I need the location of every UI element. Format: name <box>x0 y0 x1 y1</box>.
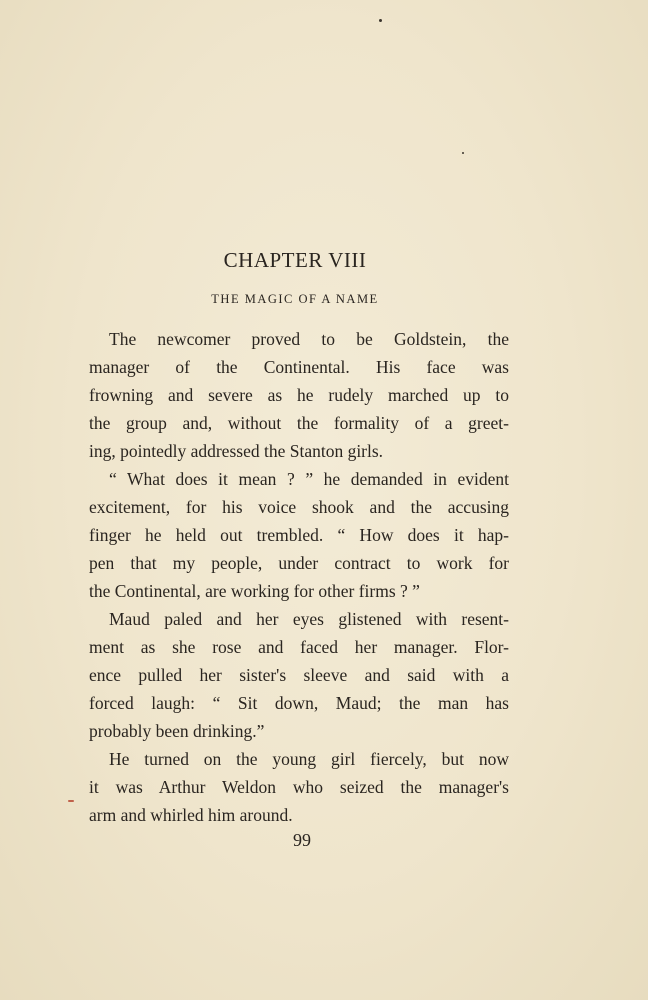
paragraph <box>89 465 509 605</box>
text-line: finger he held out trembled. “ How does it hap- <box>89 525 509 545</box>
ink-speck <box>462 152 464 154</box>
text-line: pen that my people, under contract to work for <box>89 553 509 573</box>
chapter-title: CHAPTER VIII <box>223 248 367 272</box>
text-line: ment as she rose and faced her manager. Flor- <box>89 637 509 657</box>
chapter-subtitle: THE MAGIC OF A NAME <box>211 292 379 306</box>
text-line: forced laugh: “ Sit down, Maud; the man has <box>89 693 509 713</box>
text-line: excitement, for his voice shook and the accusing <box>89 497 509 517</box>
text-line: arm and whirled him around. <box>89 805 293 825</box>
text-line: it was Arthur Weldon who seized the manager's <box>89 777 509 797</box>
text-line: the Continental, are working for other firms ? ” <box>89 581 420 601</box>
ink-speck <box>379 19 382 22</box>
text-line: frowning and severe as he rudely marched up to <box>89 385 509 405</box>
text-line: The newcomer proved to be Goldstein, the <box>109 329 509 349</box>
chapter-body <box>89 325 509 829</box>
text-line: ence pulled her sister's sleeve and said with a <box>89 665 509 685</box>
text-line: He turned on the young girl fiercely, but now <box>109 749 509 769</box>
text-line: probably been drinking.” <box>89 721 265 741</box>
paragraph <box>89 325 509 465</box>
text-line: ing, pointedly addressed the Stanton girls. <box>89 441 384 461</box>
text-line: “ What does it mean ? ” he demanded in evident <box>109 469 509 489</box>
text-line: Maud paled and her eyes glistened with resent- <box>109 609 509 629</box>
text-line: manager of the Continental. His face was <box>89 357 509 377</box>
paragraph <box>89 745 509 829</box>
page-number: 99 <box>293 830 311 850</box>
text-line: the group and, without the formality of a greet- <box>89 413 509 433</box>
paragraph <box>89 605 509 745</box>
ink-speck <box>68 800 74 802</box>
